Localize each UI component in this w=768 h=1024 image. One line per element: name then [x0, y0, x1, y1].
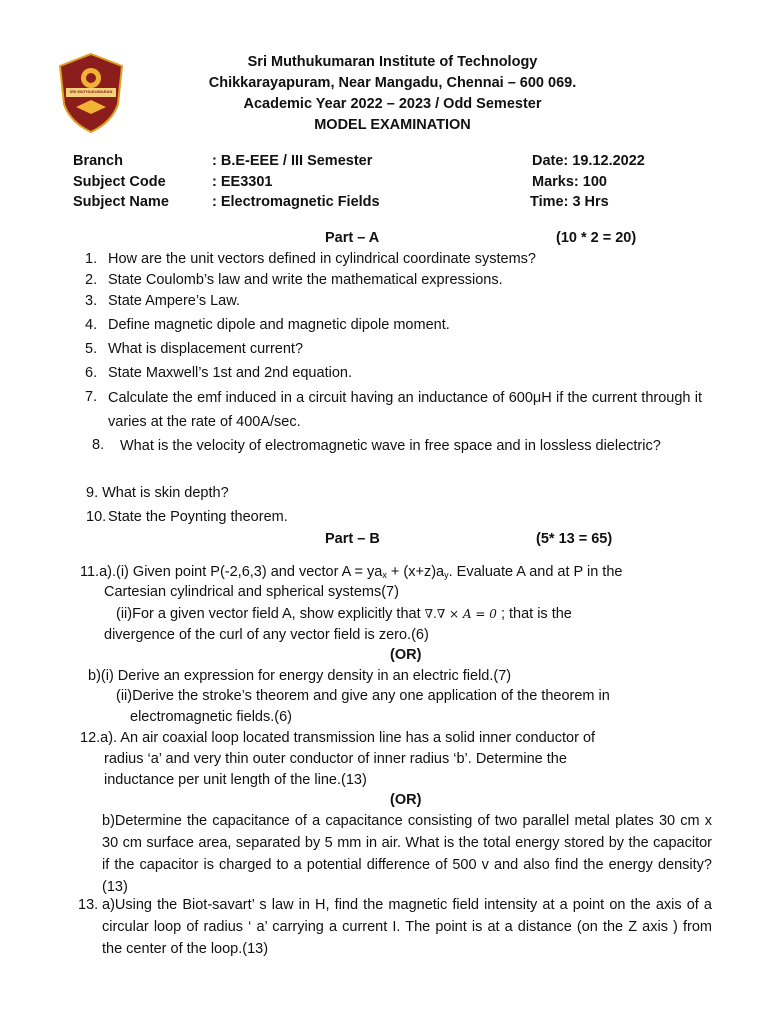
part-a-marks: (10 * 2 = 20) — [556, 230, 637, 246]
or-separator: (OR) — [390, 647, 422, 663]
subject-code-label: Subject Code — [73, 174, 166, 190]
question-11b-i: b)(i) Derive an expression for energy density in an electric field.(7) — [88, 668, 512, 684]
question-11a-i-line-2: Cartesian cylindrical and spherical systems(7) — [104, 584, 399, 600]
question-number: 10. — [86, 509, 107, 525]
exam-marks: Marks: 100 — [532, 174, 607, 190]
question-5: What is displacement current? — [108, 341, 304, 357]
question-9: 9. What is skin depth? — [86, 485, 229, 501]
exam-date: Date: 19.12.2022 — [532, 153, 645, 169]
question-11b-ii-line-2: electromagnetic fields.(6) — [130, 709, 292, 725]
question-number: 6. — [85, 365, 98, 381]
question-7: Calculate the emf induced in a circuit having an inductance of 600μH if the current through it varies at the rate of 400A/sec. — [108, 390, 702, 430]
question-11a-ii-line-1: (ii)For a given vector field A, show explicitly that ∇.∇ × A = 0 ; that is the — [116, 606, 572, 622]
institute-logo — [56, 52, 126, 134]
question-2: State Coulomb’s law and write the mathematical expressions. — [108, 272, 503, 288]
question-12a-line-1: 12.a). An air coaxial loop located transmission line has a solid inner conductor of — [80, 730, 596, 746]
question-number: 8. — [92, 437, 105, 453]
part-b-title: Part – B — [325, 531, 380, 547]
question-number: 5. — [85, 341, 98, 357]
exam-time: Time: 3 Hrs — [530, 194, 609, 210]
part-b-marks: (5* 13 = 65) — [536, 531, 613, 547]
question-number: 4. — [85, 317, 98, 333]
curl-divergence-formula: ∇.∇ × A = 0 — [424, 607, 497, 621]
subject-name-value: : Electromagnetic Fields — [212, 194, 380, 210]
question-number: 3. — [85, 293, 98, 309]
question-1: How are the unit vectors defined in cylindrical coordinate systems? — [108, 251, 536, 267]
exam-title: MODEL EXAMINATION — [314, 117, 471, 133]
question-4: Define magnetic dipole and magnetic dipole moment. — [108, 317, 450, 333]
question-10: State the Poynting theorem. — [108, 509, 288, 525]
institute-name: Sri Muthukumaran Institute of Technology — [247, 54, 538, 70]
or-separator: (OR) — [390, 792, 422, 808]
question-number: 7. — [85, 389, 98, 405]
question-12a-line-2: radius ‘a’ and very thin outer conductor of inner radius ‘b’. Determine the — [104, 751, 567, 767]
question-number: 1. — [85, 251, 98, 267]
question-number: 13. — [78, 897, 99, 913]
question-3: State Ampere’s Law. — [108, 293, 240, 309]
question-11b-ii-line-1: (ii)Derive the stroke’s theorem and give any one application of the theorem in — [116, 688, 610, 704]
logo-text: SRI MUTHUKUMARAN — [69, 89, 113, 94]
branch-label: Branch — [73, 153, 123, 169]
question-11a-ii-line-2: divergence of the curl of any vector field is zero.(6) — [104, 627, 429, 643]
academic-year: Academic Year 2022 – 2023 / Odd Semester — [243, 96, 542, 112]
question-8: What is the velocity of electromagnetic wave in free space and in lossless dielectric? — [120, 438, 661, 454]
question-13a: a)Using the Biot-savart’ s law in H, find the magnetic field intensity at a point on the axis of a circular loop of radius ‘ a’ carrying a current I. The point is at a distance (on the Z axis ) from the center of the loop.(13) — [102, 897, 712, 957]
question-number: 2. — [85, 272, 98, 288]
institute-address: Chikkarayapuram, Near Mangadu, Chennai – 600 069. — [208, 75, 577, 91]
question-12a-line-3: inductance per unit length of the line.(13) — [104, 772, 367, 788]
subject-name-label: Subject Name — [73, 194, 169, 210]
subject-code-value: : EE3301 — [212, 174, 273, 190]
part-a-title: Part – A — [325, 230, 380, 246]
question-11a-i-line-1: 11.a).(i) Given point P(-2,6,3) and vector $A = ya_x + (x+z)a_y$. Evaluate A and at P in the — [80, 564, 623, 580]
question-12b: b)Determine the capacitance of a capacitance consisting of two parallel metal plates 30 cm x 30 cm surface area, separated by 5 mm in air. What is the total energy stored by the capacitor if the capacitor is charged to a potential difference of 500 v and also find the energy density?(13) — [102, 813, 712, 895]
branch-value: : B.E-EEE / III Semester — [212, 153, 373, 169]
question-6: State Maxwell’s 1st and 2nd equation. — [108, 365, 352, 381]
